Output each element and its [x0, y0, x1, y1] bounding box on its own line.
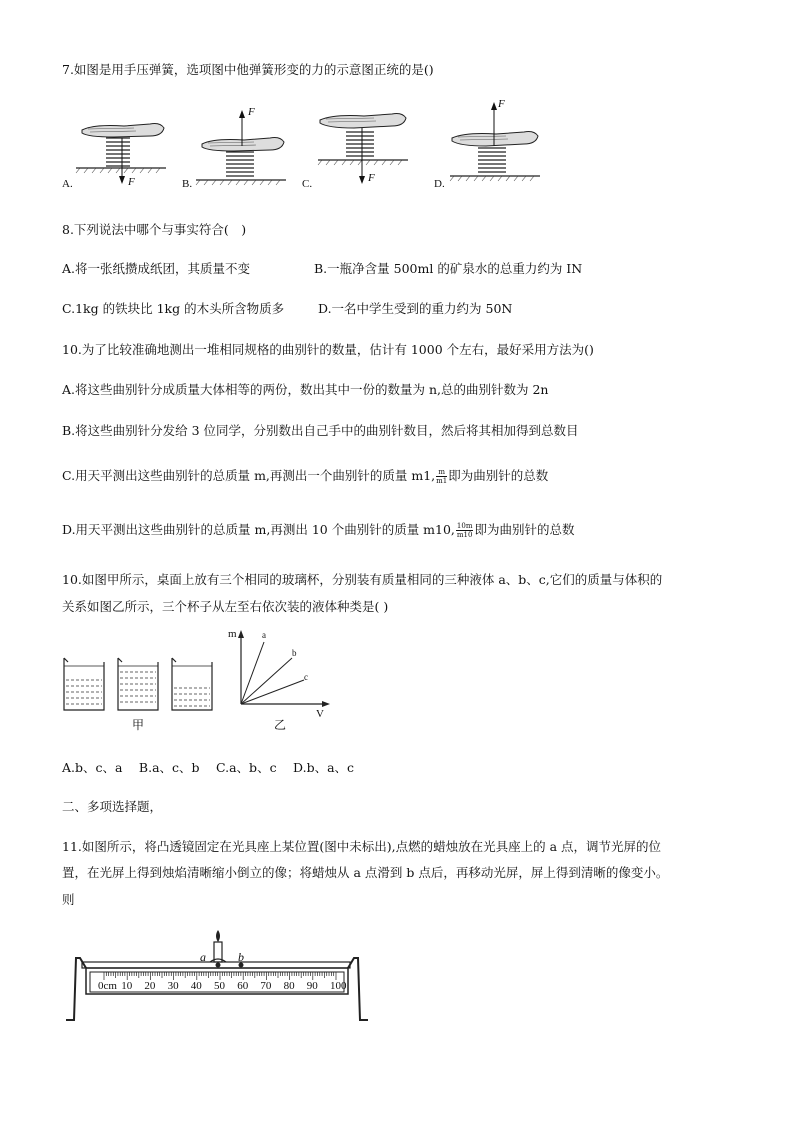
q10b-stem-line1: 10.如图甲所示，桌面上放有三个相同的玻璃杯，分别装有质量相同的三种液体 a、b、c,它们的质量与体积的: [62, 572, 663, 587]
q10b-beakers-figure: [62, 656, 226, 714]
q7-option-d: D.: [434, 178, 445, 190]
ruler-label: 50: [214, 980, 225, 992]
q10a-option-d-tail: 即为曲别针的总数: [474, 522, 575, 537]
q10a-option-d: [62, 520, 574, 539]
q8-option-c: C.1kg 的铁块比 1kg 的木头所含物质多: [62, 301, 285, 316]
fraction-numerator: 10m: [456, 522, 473, 530]
ruler-label: 80: [283, 980, 295, 992]
q7-force-label-a: F: [128, 176, 135, 188]
q7-force-label-d: F: [498, 98, 505, 110]
q10b-figure-yi-label: 乙: [274, 718, 287, 732]
q10a-option-c-fraction: [436, 468, 447, 485]
q10b-axis-v: V: [316, 708, 324, 720]
ruler-label: 40: [190, 980, 202, 992]
q7-option-b: B.: [182, 178, 193, 190]
q8-option-d: D.一名中学生受到的重力约为 50N: [318, 301, 513, 316]
ruler-label: 60: [237, 980, 249, 992]
q10a-stem: 10.为了比较准确地测出一堆相同规格的曲别针的数量，估计有 1000 个左右，最好采用方法为(): [62, 342, 594, 357]
fraction-denominator: m1: [436, 477, 448, 485]
ruler-label: 90: [306, 980, 318, 992]
ruler-label: 0cm: [98, 980, 117, 992]
q10b-line-a-label: a: [262, 630, 266, 640]
q11-line2: 置，在光屏上得到烛焰清晰缩小倒立的像；将蜡烛从 a 点滑到 b 点后，再移动光屏，屏上得到清晰的像变小。: [62, 865, 669, 880]
q11-optical-bench: [64, 928, 374, 1024]
q7-figure-a: [74, 118, 174, 190]
q10b-axis-m: m: [228, 628, 237, 640]
ruler-label: 20: [144, 980, 156, 992]
q10b-options: A.b、c、a B.a、c、b C.a、b、c D.b、a、c: [62, 760, 355, 775]
q10a-option-c-text: C.用天平测出这些曲别针的总质量 m,再测出一个曲别针的质量 m1,: [62, 468, 436, 483]
q7-option-c: C.: [302, 178, 313, 190]
q11-point-a-label: a: [200, 950, 206, 964]
q10a-option-d-fraction: [456, 522, 474, 539]
ruler-label: 10: [121, 980, 133, 992]
q10b-line-c-label: c: [304, 672, 308, 682]
q11-line1: 11.如图所示，将凸透镜固定在光具座上某位置(图中未标出),点燃的蜡烛放在光具座上的 a 点，调节光屏的位: [62, 839, 662, 854]
section2-title: 二、多项选择题，: [62, 799, 163, 814]
q7-option-a: A.: [62, 178, 73, 190]
fraction-denominator: m10: [456, 531, 473, 539]
ruler-label: 70: [260, 980, 272, 992]
q10a-option-b: B.将这些曲别针分发给 3 位同学，分别数出自己手中的曲别针数目，然后将其相加得到总数目: [62, 423, 579, 438]
q7-force-label-b: F: [248, 106, 255, 118]
fraction-numerator: m: [436, 468, 447, 477]
q10a-option-c-tail: 即为曲别针的总数: [448, 468, 549, 483]
q7-figure-d: [448, 98, 548, 182]
q7-stem: 7.如图是用手压弹簧，选项图中他弹簧形变的力的示意图正统的是(): [62, 62, 434, 77]
q7-figure-c: [316, 108, 416, 190]
q11-line3: 则: [62, 892, 75, 907]
q10b-line-b-label: b: [292, 648, 297, 658]
ruler-label: 30: [167, 980, 179, 992]
q10b-figure-jia-label: 甲: [132, 718, 145, 732]
ruler-label: 100: [330, 980, 347, 992]
q7-force-label-c: F: [368, 172, 375, 184]
q10a-option-a: A.将这些曲别针分成质量大体相等的两份，数出其中一份的数量为 n,总的曲别针数为 2n: [62, 382, 549, 397]
q8-option-b: B.一瓶净含量 500ml 的矿泉水的总重力约为 IN: [314, 261, 583, 276]
q8-option-a: A.将一张纸攒成纸团，其质量不变: [62, 261, 251, 276]
q10a-option-d-text: D.用天平测出这些曲别针的总质量 m,再测出 10 个曲别针的质量 m10,: [62, 522, 455, 537]
q7-figure-b: [194, 106, 294, 190]
q10a-option-c: [62, 466, 548, 485]
q8-stem: 8.下列说法中哪个与事实符合( ): [62, 222, 247, 237]
q10b-mv-graph: [226, 628, 336, 708]
q10b-stem-line2: 关系如图乙所示，三个杯子从左至右依次装的液体种类是( ): [62, 599, 389, 614]
q11-point-b-label: b: [238, 950, 244, 964]
